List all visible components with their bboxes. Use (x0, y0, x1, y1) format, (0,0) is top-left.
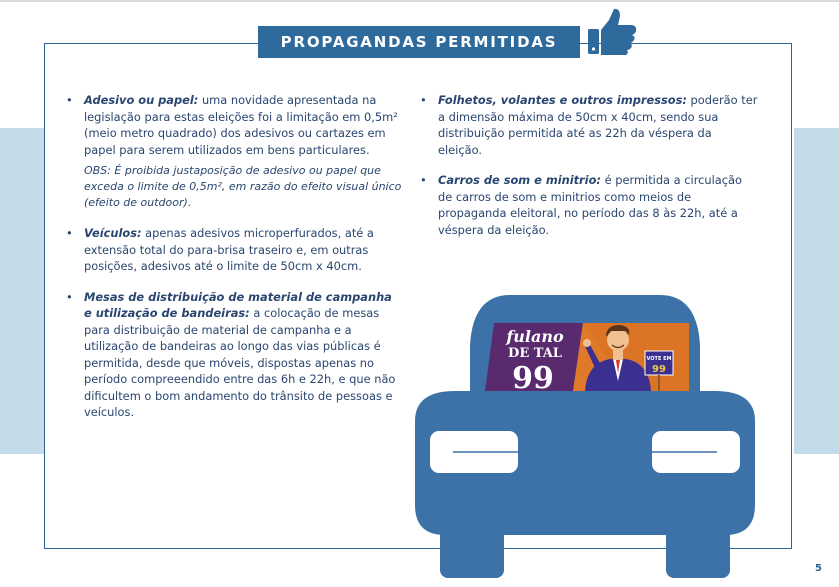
list-item-mesas (66, 289, 402, 421)
bullet-icon: • (66, 226, 73, 240)
poster-name-line1: fulano (506, 327, 564, 346)
list-item-folhetos (420, 92, 758, 158)
list-item-carros-de-som (420, 172, 758, 238)
list-item-veiculos (66, 225, 402, 275)
vote-sign-top: VOTE EM (646, 356, 672, 362)
item-note: OBS: É proibida justaposição de adesivo ou papel que exceda o limite de 0,5m², em razão do efeito visual único (efeito de outdoor). (84, 164, 402, 209)
item-term: Adesivo ou papel: (84, 93, 199, 107)
page-title: PROPAGANDAS PERMITIDAS (258, 26, 580, 58)
bullet-icon: • (420, 173, 427, 187)
item-text: uma novidade apresentada na legislação para estas eleições foi a limitação em 0,5m² (meio metro quadrado) dos adesivos ou cartazes em papel para serem utilizados em bens particulares. (84, 93, 398, 157)
item-term: Folhetos, volantes e outros impressos: (438, 93, 687, 107)
background-band-right (794, 128, 839, 454)
top-divider (0, 0, 839, 2)
item-term: Carros de som e minitrio: (438, 173, 601, 187)
item-text: poderão ter a dimensão máxima de 50cm x 40cm, sendo sua distribuição permitida até as 22h da véspera da eleição. (438, 93, 758, 157)
bullet-icon: • (420, 93, 427, 107)
item-text: a colocação de mesas para distribuição de material de campanha e a utilização de bandeiras ao longo das vias públicas é permitida, desde que móveis, dispostas apenas no período compreeendido entre das 6h e 22h, e que não dificultem o bom andamento do trânsito de pessoas e veículos. (84, 306, 396, 419)
bullet-icon: • (66, 93, 73, 107)
thumbs-up-icon (586, 8, 638, 58)
item-term: Veículos: (84, 226, 142, 240)
right-column (420, 92, 758, 252)
vote-sign-number: 99 (652, 364, 666, 375)
poster-number: 99 (512, 361, 554, 396)
left-column (66, 92, 402, 435)
poster-name-line2: DE TAL (508, 346, 562, 361)
item-text: é permitida a circulação de carros de som e minitrios como meios de propaganda eleitoral, no período das 8 às 22h, até a véspera da eleição. (438, 173, 742, 237)
bullet-icon: • (66, 289, 73, 304)
item-term: Mesas de distribuição de material de campanha e utilização de bandeiras: (84, 289, 392, 320)
page-number: 5 (815, 563, 822, 574)
car-illustration (415, 293, 755, 580)
list-item-adesivo (66, 92, 402, 211)
item-text: apenas adesivos microperfurados, até a extensão total do para-brisa traseiro e, em outras posições, adesivos até o limite de 50cm x 40cm. (84, 226, 374, 273)
background-band-left (0, 128, 44, 454)
